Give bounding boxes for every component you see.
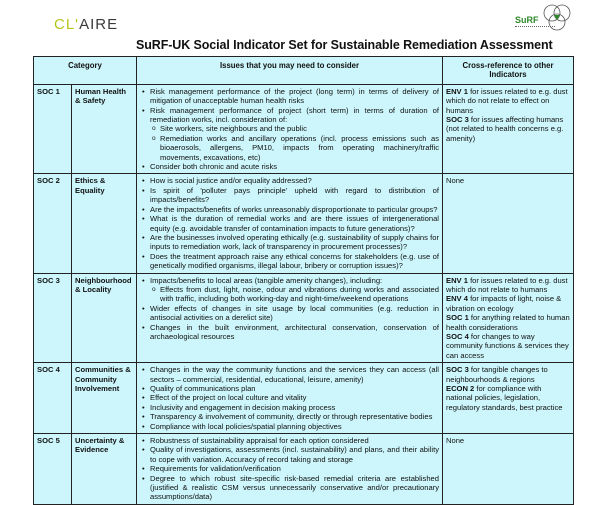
xref-text: for issues related to e.g. dust which do not relate to humans [446,275,568,294]
issue-text: How is social justice and/or equality addressed? [150,176,312,186]
issue-text: Impacts/benefits to local areas (tangible amenity changes), including: [150,275,383,285]
issue-text: Changes in the built environment, architectural conservation, conservation of archaeological resources [150,322,439,341]
sub-issue-item: o Effects from dust, light, noise, odour and vibrations during works and associated with traffic, including both working-day and night-time/weekend operations [160,285,439,304]
issue-text: Transparency & involvement of community, directly or through representative bodies [150,412,433,422]
issue-text: Robustness of sustainability appraisal for each option considered [150,436,369,446]
issue-item [150,186,439,205]
logo-letter: L' [65,16,80,33]
indicator-category: Communities & Community Involvement [72,363,137,434]
issue-text: What is the duration of remedial works and are there issues of intergenerational equity (e.g. avoidable transfer of contamination impacts to future generations)? [150,214,439,233]
issue-text: Requirements for validation/verification [150,464,281,474]
xref-entry [446,115,570,143]
issue-item [150,162,439,171]
issue-item [150,323,439,342]
xref-text: for compliance with national policies, legislation, regulatory standards, best practice [446,384,563,412]
issue-text: Are the impacts/benefits of works unreasonably disproportionate to particular groups? [150,204,438,214]
issue-item [150,464,439,473]
issue-item [150,106,439,162]
xref-text: None [446,436,465,446]
issue-item [150,87,439,106]
social-indicator-table [33,56,574,505]
issue-text: Effect of the project on local culture and vitality [150,393,307,403]
issue-item [150,436,439,445]
xref-indicator: SOC 3 [446,365,469,375]
issue-item [150,252,439,271]
xref-entry [446,276,570,295]
issue-text: Consider both chronic and acute risks [150,162,278,172]
issue-item [150,276,439,304]
issues-list [140,176,439,270]
xref-indicator: ENV 1 [446,275,468,285]
xref-text: for changes to way community functions & services they can access [446,331,569,360]
issue-text: Risk management performance of the project (long term) in terms of delivery of mitigation of unacceptable human health risks [150,86,439,106]
issues-list [140,365,439,431]
indicator-category: Ethics & Equality [72,174,137,273]
issue-item [150,403,439,412]
xref-indicator: SOC 3 [446,115,469,125]
issue-text: Degree to which robust site-specific risk-based remedial criteria are established (justified & realistic CSM versus unnecessarily conservative and/or precautionary assumptions/data) [150,473,439,502]
xref-indicator: SOC 4 [446,331,469,341]
issue-text: Inclusivity and engagement in decision making process [150,402,336,412]
indicator-code: SOC 3 [34,273,72,363]
issue-item [150,445,439,464]
issue-item [150,214,439,233]
issue-item [150,365,439,384]
page-title: SuRF-UK Social Indicator Set for Sustainable Remediation Assessment [136,38,553,52]
indicator-code: SOC 5 [34,434,72,505]
xref-indicator: SOC 1 [446,313,469,323]
issue-item [150,304,439,323]
xref-cell [443,363,574,434]
header-xref: Cross-reference to other Indicators [443,57,574,85]
issue-item [150,176,439,185]
surf-logo-text: SuRF [515,15,539,25]
indicator-category: Neighbourhood & Locality [72,273,137,363]
issue-text: Quality of communications plan [150,384,256,393]
issue-item [150,393,439,402]
issues-cell [137,363,443,434]
xref-entry [446,176,570,185]
xref-cell [443,434,574,505]
indicator-category: Human Health & Safety [72,84,137,174]
table-row [34,434,574,505]
xref-indicator: ENV 4 [446,294,468,304]
xref-text: for anything related to human health considerations [446,313,570,332]
issue-text: Quality of investigations, assessments (incl. sustainability) and plans, and their ability to cope with variation. Accuracy of record taking and storage [150,445,439,464]
indicator-category: Uncertainty & Evidence [72,434,137,505]
table-row [34,273,574,363]
indicator-code: SOC 4 [34,363,72,434]
indicator-code: SOC 2 [34,174,72,273]
issue-item [150,384,439,393]
table-row [34,84,574,174]
sub-issues-list [150,285,439,304]
xref-cell [443,84,574,174]
sub-issues-list [150,124,439,162]
xref-entry [446,436,570,445]
xref-text: for tangible changes to neighbourhoods & regions [446,365,548,384]
issues-cell [137,273,443,363]
issue-text: Are the businesses involved operating ethically (e.g. sustainability of supply chains for inputs to remediation work, lack of transparency in procurement processes)? [150,232,439,252]
issues-cell [137,84,443,174]
xref-entry [446,87,570,115]
surf-logo [515,2,585,42]
header-issues: Issues that you may need to consider [137,57,443,85]
xref-indicator: ENV 1 [446,86,468,96]
xref-text: for issues affecting humans (not related to health concerns e.g. amenity) [446,115,564,143]
table-row [34,363,574,434]
issue-item [150,205,439,214]
issue-text: Risk management performance of project (short term) in terms of duration of remediation works, incl. consideration of: [150,105,439,125]
header-category: Category [34,57,137,85]
xref-text: None [446,176,465,186]
issues-list [140,436,439,502]
issue-item [150,412,439,421]
xref-cell [443,174,574,273]
xref-cell [443,273,574,363]
issues-list [140,276,439,342]
table-header-row [34,57,574,85]
issue-item [150,474,439,502]
issue-text: Wider effects of changes in site usage by local communities (e.g. reduction in antisocial activities on a derelict site) [150,303,439,323]
issue-item [150,233,439,252]
xref-entry [446,294,570,313]
sub-issue-item: o Site workers, site neighbours and the public [160,124,439,133]
issue-text: Does the treatment approach raise any ethical concerns for stakeholders (e.g. use of genetically modified organisms, illegal labour, bribery or corruption issues)? [150,251,439,271]
logo-text: AIRE [79,16,119,33]
issue-text: Compliance with local policies/spatial planning objectives [150,421,342,431]
xref-entry [446,384,570,412]
table-row [34,174,574,273]
xref-text: for issues related to e.g. dust which do not relate to effect on humans [446,86,568,115]
issues-list [140,87,439,172]
issue-text: Changes in the way the community functions and the services they can access (all sectors – commercial, residential, educational, leisure, amenity) [150,365,439,384]
sub-issue-item: o Remediation works and ancillary operations (incl. process emissions such as bioaerosols, allergens, PM10, impacts from operating machinery/traffic movements, excavations, etc) [160,134,439,162]
xref-text: for impacts of light, noise & vibration on ecology [446,294,562,313]
xref-entry [446,365,570,384]
logo-letter: C [54,16,66,33]
claire-logo [54,16,118,33]
issue-item [150,422,439,431]
issue-text: Is spirit of 'polluter pays principle' upheld with regard to distribution of impacts/benefits? [150,185,439,205]
xref-indicator: ECON 2 [446,384,475,393]
issues-cell [137,174,443,273]
xref-entry [446,313,570,332]
indicator-code: SOC 1 [34,84,72,174]
xref-entry [446,332,570,360]
issues-cell [137,434,443,505]
venn-circles-icon [542,2,572,36]
